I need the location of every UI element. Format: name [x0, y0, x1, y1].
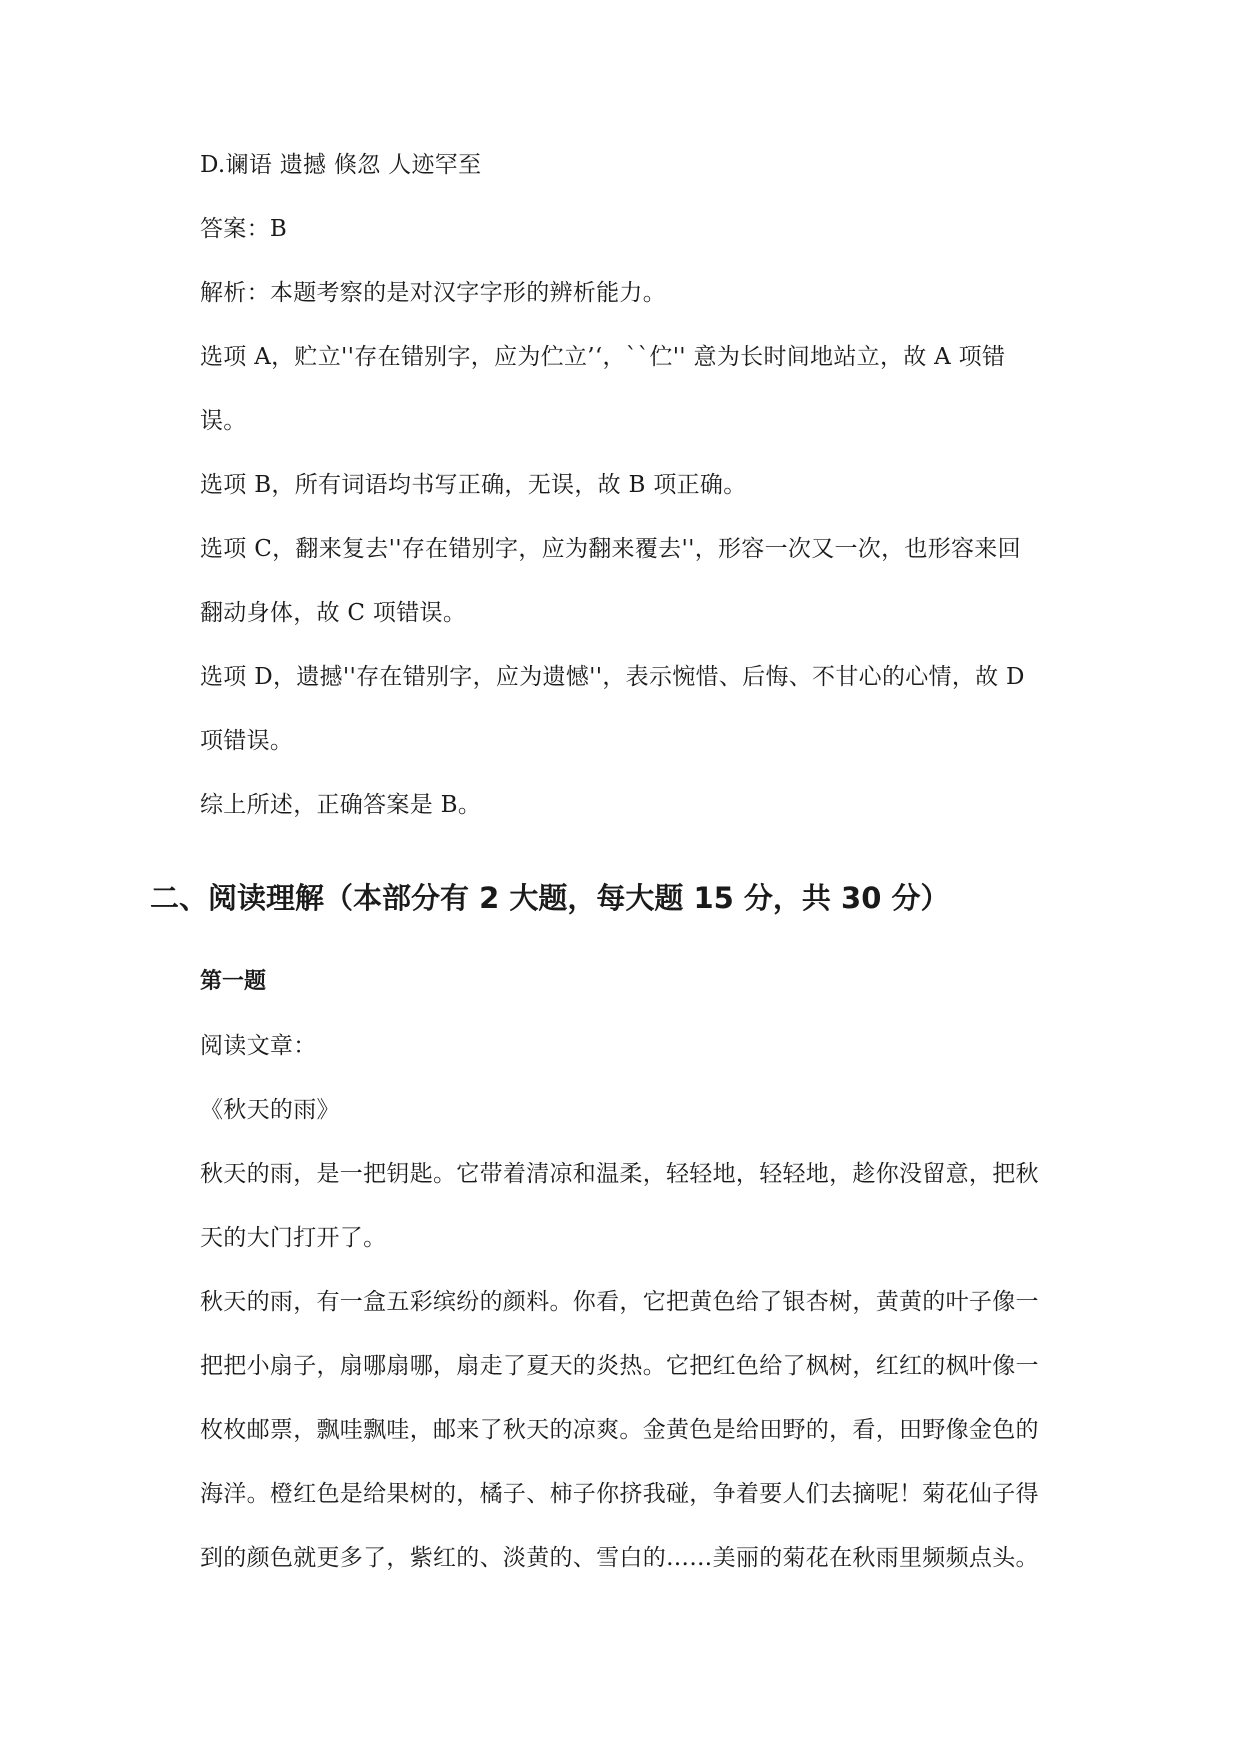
analysis-option-d-line1: 选项 D，遗撼''存在错别字，应为遗憾''，表示惋惜、后悔、不甘心的心情，故 D	[200, 664, 1025, 690]
article-title: 《秋天的雨》	[200, 1097, 340, 1123]
article-paragraph-2-line4: 海洋。橙红色是给果树的，橘子、柿子你挤我碰，争着要人们去摘呢！菊花仙子得	[200, 1481, 1039, 1507]
reading-instruction: 阅读文章：	[200, 1033, 317, 1059]
question-label: 第一题	[200, 969, 267, 994]
article-paragraph-1-line2: 天的大门打开了。	[200, 1225, 387, 1251]
article-paragraph-2-line1: 秋天的雨，有一盒五彩缤纷的颜料。你看，它把黄色给了银杏树，黄黄的叶子像一	[200, 1289, 1039, 1315]
analysis-option-c-line2: 翻动身体，故 C 项错误。	[200, 600, 467, 626]
article-paragraph-2-line5: 到的颜色就更多了，紫红的、淡黄的、雪白的……美丽的菊花在秋雨里频频点头。	[200, 1545, 1039, 1571]
analysis-conclusion: 综上所述，正确答案是 B。	[200, 792, 482, 818]
analysis-option-a-line1: 选项 A，贮立''存在错别字，应为伫立’‘，``伫'' 意为长时间地站立，故 A 项错	[200, 344, 1006, 370]
analysis-option-c-line1: 选项 C，翻来复去''存在错别字，应为翻来覆去''，形容一次又一次，也形容来回	[200, 536, 1021, 562]
option-d-text: D.谰语 遗撼 倏忽 人迹罕至	[200, 152, 482, 178]
analysis-option-a-line2: 误。	[200, 408, 247, 434]
analysis-option-b: 选项 B，所有词语均书写正确，无误，故 B 项正确。	[200, 472, 747, 498]
analysis-intro: 解析：本题考察的是对汉字字形的辨析能力。	[200, 280, 666, 306]
analysis-option-d-line2: 项错误。	[200, 728, 294, 754]
article-paragraph-1-line1: 秋天的雨，是一把钥匙。它带着清凉和温柔，轻轻地，轻轻地，趁你没留意，把秋	[200, 1161, 1039, 1187]
answer-text: 答案：B	[200, 216, 288, 242]
article-paragraph-2-line2: 把把小扇子，扇哪扇哪，扇走了夏天的炎热。它把红色给了枫树，红红的枫叶像一	[200, 1353, 1039, 1379]
section-heading: 二、阅读理解（本部分有 2 大题，每大题 15 分，共 30 分）	[150, 881, 950, 915]
article-paragraph-2-line3: 枚枚邮票，飘哇飘哇，邮来了秋天的凉爽。金黄色是给田野的，看，田野像金色的	[200, 1417, 1039, 1443]
